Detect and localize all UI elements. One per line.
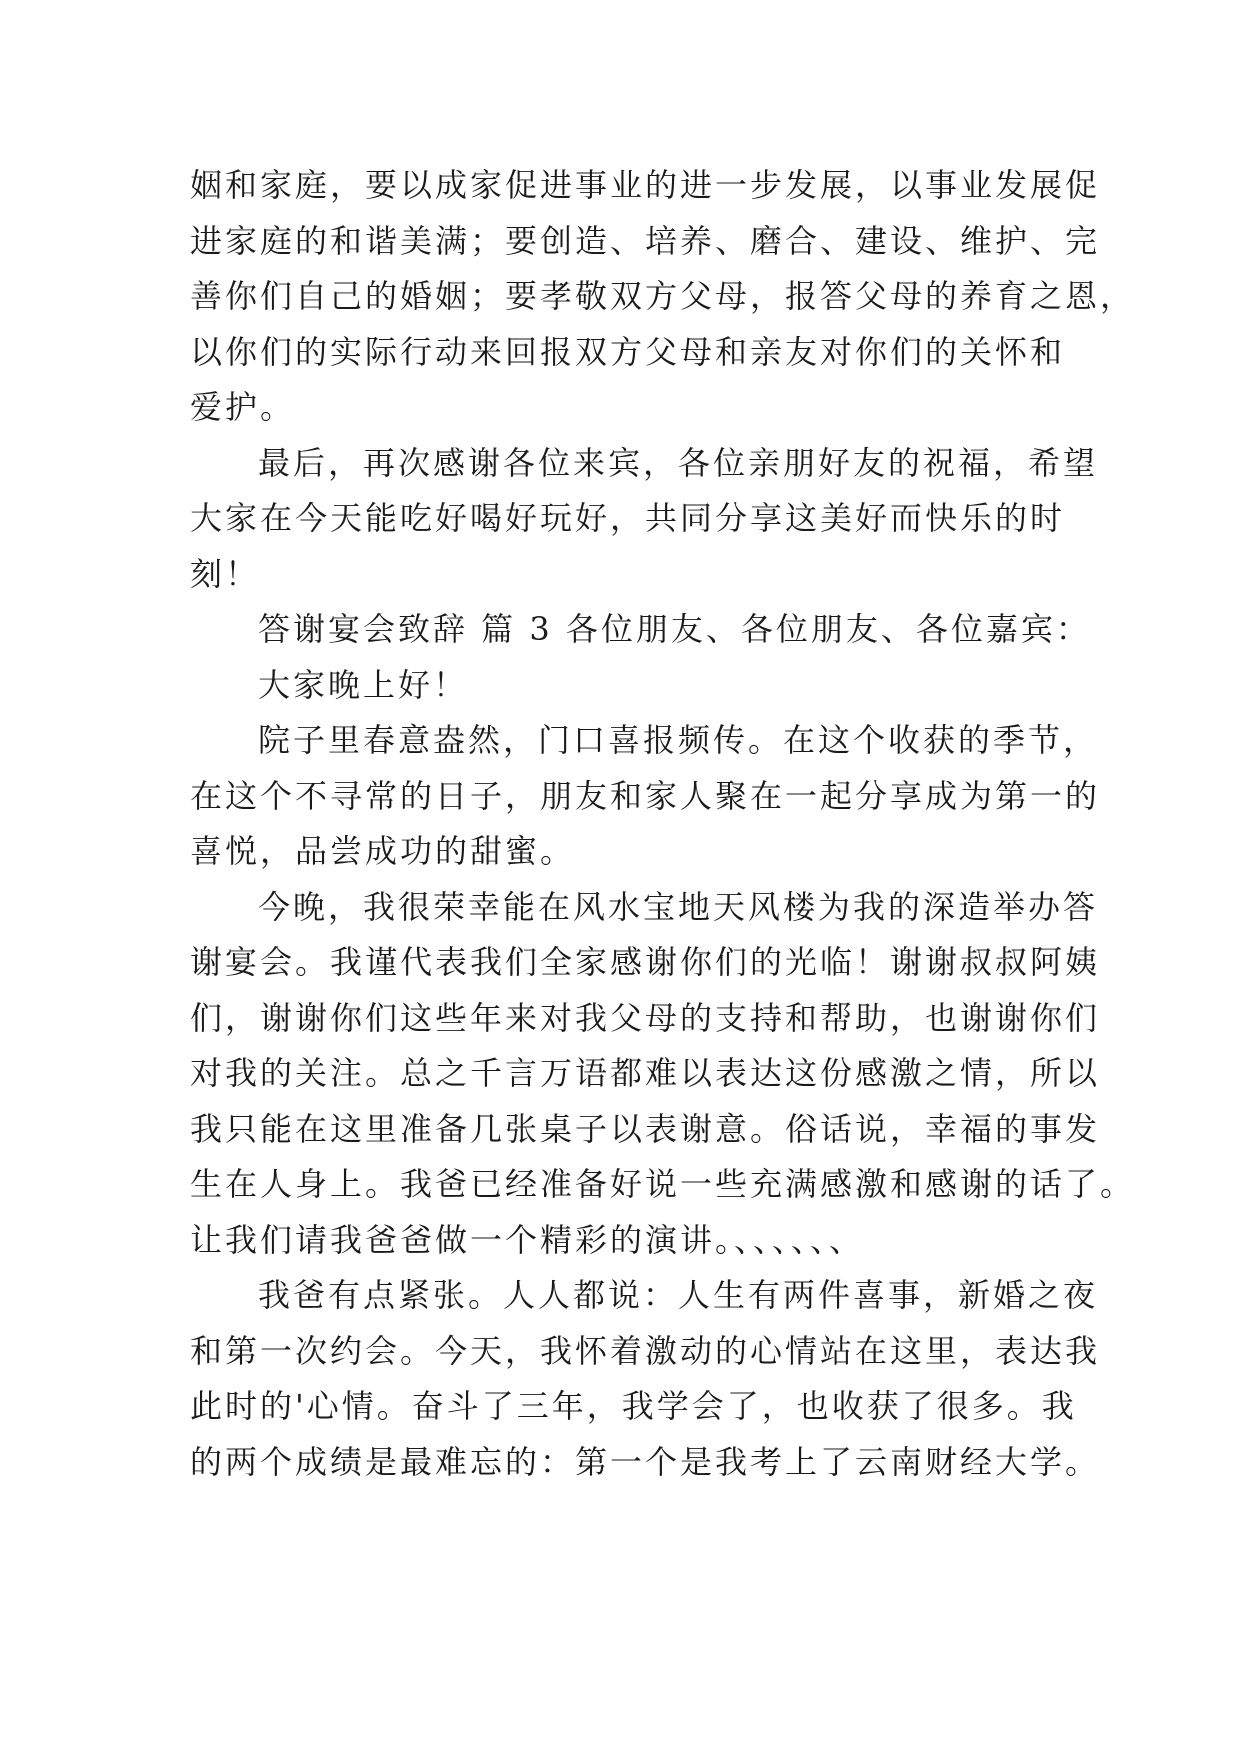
text-line: 对我的关注。总之千言万语都难以表达这份感激之情，所以 [190, 1054, 1101, 1092]
text-line: 院子里春意盎然，门口喜报频传。在这个收获的季节， [258, 721, 1099, 759]
text-line: 以你们的实际行动来回报双方父母和亲友对你们的关怀和 [190, 332, 1066, 371]
text-line: 在这个不寻常的日子，朋友和家人聚在一起分享成为第一的 [190, 776, 1101, 815]
text-line: 最后，再次感谢各位来宾，各位亲朋好友的祝福，希望 [258, 443, 1099, 482]
text-line: 大家在今天能吃好喝好玩好，共同分享这美好而快乐的时 [190, 499, 1066, 537]
text-line: 答谢宴会致辞 篇 3 各位朋友、各位朋友、各位嘉宾： [258, 610, 1091, 648]
text-line: 大家晚上好！ [258, 665, 469, 704]
text-line: 爱护。 [190, 388, 296, 426]
text-line: 喜悦，品尝成功的甜蜜。 [190, 832, 576, 870]
text-line: 谢宴会。我谨代表我们全家感谢你们的光临！谢谢叔叔阿姨 [190, 943, 1101, 981]
text-line: 我只能在这里准备几张桌子以表谢意。俗话说，幸福的事发 [190, 1109, 1101, 1148]
text-line: 此时的'心情。奋斗了三年，我学会了，也收获了很多。我 [190, 1387, 1077, 1425]
text-line: 姻和家庭，要以成家促进事业的进一步发展，以事业发展促 [190, 166, 1101, 204]
text-line: 让我们请我爸爸做一个精彩的演讲。、、、、、、 [190, 1220, 865, 1259]
text-line: 生在人身上。我爸已经准备好说一些充满感激和感谢的话了。 [190, 1165, 1136, 1203]
text-line: 今晚，我很荣幸能在风水宝地天风楼为我的深造举办答 [258, 887, 1099, 926]
text-line: 我爸有点紧张。人人都说：人生有两件喜事，新婚之夜 [258, 1276, 1099, 1314]
text-line: 和第一次约会。今天，我怀着激动的心情站在这里，表达我 [190, 1331, 1101, 1370]
document-body [190, 158, 1136, 1490]
text-line: 善你们自己的婚姻；要孝敬双方父母，报答父母的养育之恩， [190, 277, 1136, 315]
text-line: 的两个成绩是最难忘的：第一个是我考上了云南财经大学。 [190, 1442, 1101, 1481]
text-line: 刻！ [190, 554, 261, 593]
text-line: 进家庭的和谐美满；要创造、培养、磨合、建设、维护、完 [190, 221, 1101, 260]
text-line: 们，谢谢你们这些年来对我父母的支持和帮助，也谢谢你们 [190, 998, 1101, 1037]
